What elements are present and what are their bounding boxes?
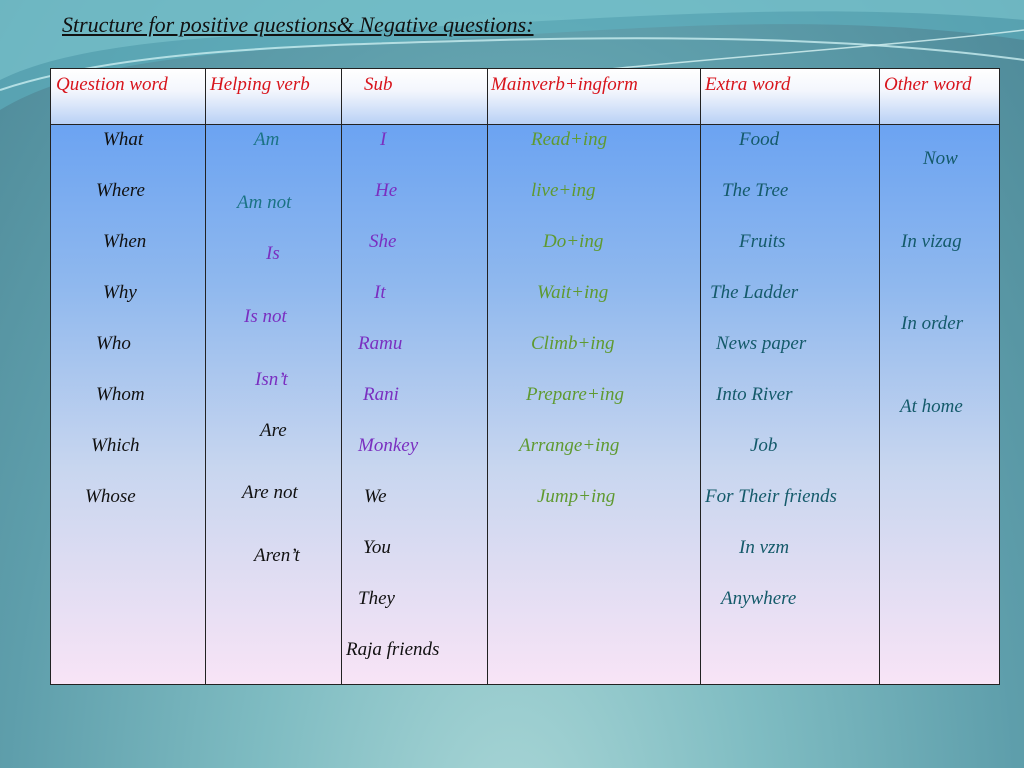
column-divider [341,69,342,684]
page-title: Structure for positive questions& Negative questions: [62,12,534,37]
extra-word-cell: Into River [716,384,793,405]
extra-word-cell: Job [750,435,778,456]
subject-cell: It [374,282,386,303]
question-word-cell: Which [91,435,140,456]
helping-verb-cell: Am not [237,192,292,213]
column-divider [879,69,880,684]
question-word-cell: Whose [85,486,136,507]
subject-cell: You [363,537,391,558]
helping-verb-cell: Isn’t [255,369,288,390]
grammar-table [50,68,1000,685]
subject-cell: I [380,129,387,150]
main-verb-cell: Climb+ing [531,333,615,354]
extra-word-cell: News paper [716,333,807,354]
subject-cell: He [375,180,398,201]
subject-cell: Raja friends [346,639,440,660]
subject-cell: They [358,588,395,609]
question-word-cell: Whom [96,384,145,405]
main-verb-cell: Prepare+ing [526,384,624,405]
extra-word-cell: The Tree [722,180,789,201]
extra-word-cell: Anywhere [721,588,797,609]
subject-cell: She [369,231,397,252]
main-verb-cell: Do+ing [543,231,604,252]
header-other-word: Other word [884,74,972,95]
header-subject: Sub [364,74,393,95]
extra-word-cell: Fruits [739,231,786,252]
extra-word-cell: In vzm [739,537,790,558]
header-helping-verb: Helping verb [210,74,310,95]
question-word-cell: Why [103,282,137,303]
helping-verb-cell: Is not [244,306,287,327]
helping-verb-cell: Am [254,129,280,150]
column-divider [487,69,488,684]
extra-word-cell: For Their friends [705,486,837,507]
header-question-word: Question word [56,74,168,95]
main-verb-cell: Arrange+ing [519,435,620,456]
helping-verb-cell: Are [260,420,287,441]
main-verb-cell: Read+ing [531,129,608,150]
question-word-cell: What [103,129,144,150]
header-main-verb: Mainverb+ingform [491,74,638,95]
other-word-cell: In vizag [901,231,962,252]
other-word-cell: At home [900,396,963,417]
column-divider [700,69,701,684]
other-word-cell: Now [923,148,958,169]
subject-cell: Rani [363,384,399,405]
other-word-cell: In order [901,313,964,334]
question-word-cell: When [103,231,147,252]
header-extra-word: Extra word [705,74,791,95]
question-word-cell: Who [96,333,131,354]
main-verb-cell: live+ing [531,180,596,201]
main-verb-cell: Wait+ing [537,282,609,303]
helping-verb-cell: Aren’t [254,545,300,566]
helping-verb-cell: Is [266,243,280,264]
subject-cell: We [364,486,387,507]
subject-cell: Ramu [358,333,403,354]
extra-word-cell: The Ladder [710,282,799,303]
extra-word-cell: Food [739,129,780,150]
subject-cell: Monkey [358,435,419,456]
main-verb-cell: Jump+ing [537,486,616,507]
helping-verb-cell: Are not [242,482,298,503]
question-word-cell: Where [96,180,145,201]
column-divider [205,69,206,684]
